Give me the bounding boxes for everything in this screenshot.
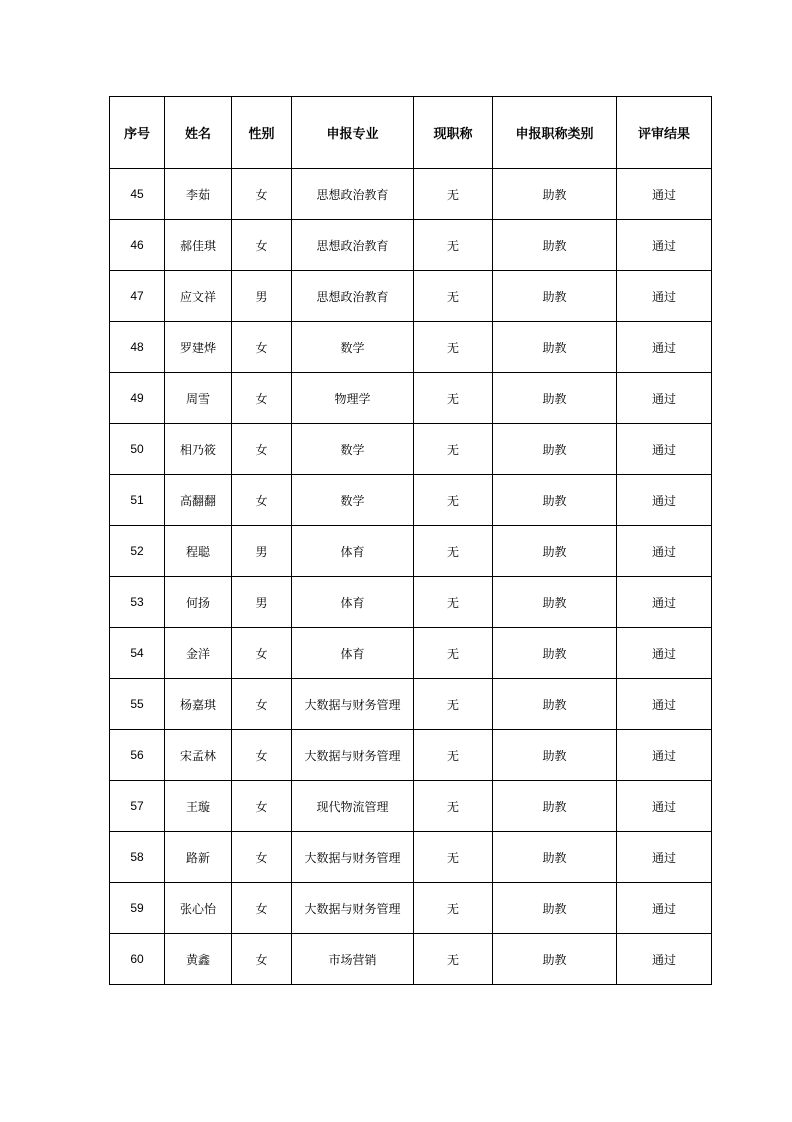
header-applied-title: 申报职称类别 <box>493 97 617 169</box>
cell-applied-title: 助教 <box>493 730 617 781</box>
cell-serial: 56 <box>110 730 165 781</box>
cell-serial: 54 <box>110 628 165 679</box>
cell-name: 程聪 <box>165 526 232 577</box>
cell-major: 大数据与财务管理 <box>292 832 414 883</box>
cell-applied-title: 助教 <box>493 577 617 628</box>
cell-name: 周雪 <box>165 373 232 424</box>
table-row <box>110 628 712 679</box>
cell-major: 数学 <box>292 424 414 475</box>
table-row <box>110 883 712 934</box>
cell-serial: 45 <box>110 169 165 220</box>
cell-name: 金洋 <box>165 628 232 679</box>
table-row <box>110 526 712 577</box>
cell-current-title: 无 <box>414 883 493 934</box>
cell-applied-title: 助教 <box>493 526 617 577</box>
table-row <box>110 271 712 322</box>
cell-serial: 55 <box>110 679 165 730</box>
cell-gender: 女 <box>232 628 292 679</box>
table-row <box>110 373 712 424</box>
cell-result: 通过 <box>617 577 712 628</box>
table-row <box>110 832 712 883</box>
cell-major: 数学 <box>292 475 414 526</box>
table-row <box>110 730 712 781</box>
cell-result: 通过 <box>617 628 712 679</box>
cell-current-title: 无 <box>414 424 493 475</box>
cell-major: 思想政治教育 <box>292 169 414 220</box>
cell-gender: 女 <box>232 934 292 985</box>
table-row <box>110 322 712 373</box>
cell-applied-title: 助教 <box>493 883 617 934</box>
cell-result: 通过 <box>617 475 712 526</box>
cell-gender: 女 <box>232 781 292 832</box>
cell-current-title: 无 <box>414 526 493 577</box>
cell-gender: 男 <box>232 526 292 577</box>
cell-gender: 女 <box>232 424 292 475</box>
cell-result: 通过 <box>617 832 712 883</box>
table-row <box>110 475 712 526</box>
cell-gender: 男 <box>232 271 292 322</box>
cell-result: 通过 <box>617 220 712 271</box>
cell-name: 何扬 <box>165 577 232 628</box>
cell-serial: 52 <box>110 526 165 577</box>
table-row <box>110 679 712 730</box>
cell-result: 通过 <box>617 169 712 220</box>
cell-applied-title: 助教 <box>493 679 617 730</box>
table-row <box>110 781 712 832</box>
cell-name: 李茹 <box>165 169 232 220</box>
cell-current-title: 无 <box>414 475 493 526</box>
table-body <box>110 169 712 985</box>
cell-serial: 49 <box>110 373 165 424</box>
cell-current-title: 无 <box>414 169 493 220</box>
cell-major: 思想政治教育 <box>292 271 414 322</box>
cell-major: 物理学 <box>292 373 414 424</box>
cell-applied-title: 助教 <box>493 373 617 424</box>
header-major: 申报专业 <box>292 97 414 169</box>
cell-applied-title: 助教 <box>493 322 617 373</box>
table-row <box>110 169 712 220</box>
cell-gender: 男 <box>232 577 292 628</box>
cell-name: 相乃筱 <box>165 424 232 475</box>
cell-major: 现代物流管理 <box>292 781 414 832</box>
cell-result: 通过 <box>617 883 712 934</box>
cell-major: 市场营销 <box>292 934 414 985</box>
cell-major: 大数据与财务管理 <box>292 679 414 730</box>
cell-applied-title: 助教 <box>493 475 617 526</box>
cell-serial: 50 <box>110 424 165 475</box>
cell-serial: 46 <box>110 220 165 271</box>
cell-name: 张心怡 <box>165 883 232 934</box>
cell-applied-title: 助教 <box>493 169 617 220</box>
cell-major: 大数据与财务管理 <box>292 883 414 934</box>
cell-name: 罗建烨 <box>165 322 232 373</box>
table-row <box>110 424 712 475</box>
cell-result: 通过 <box>617 679 712 730</box>
cell-applied-title: 助教 <box>493 424 617 475</box>
cell-serial: 57 <box>110 781 165 832</box>
cell-applied-title: 助教 <box>493 220 617 271</box>
cell-serial: 48 <box>110 322 165 373</box>
header-serial: 序号 <box>110 97 165 169</box>
cell-serial: 51 <box>110 475 165 526</box>
cell-applied-title: 助教 <box>493 934 617 985</box>
cell-current-title: 无 <box>414 220 493 271</box>
cell-major: 体育 <box>292 526 414 577</box>
cell-gender: 女 <box>232 322 292 373</box>
cell-name: 杨嘉琪 <box>165 679 232 730</box>
table-row <box>110 220 712 271</box>
cell-major: 体育 <box>292 577 414 628</box>
cell-name: 宋孟林 <box>165 730 232 781</box>
cell-current-title: 无 <box>414 322 493 373</box>
cell-serial: 47 <box>110 271 165 322</box>
cell-result: 通过 <box>617 271 712 322</box>
header-name: 姓名 <box>165 97 232 169</box>
table-row <box>110 934 712 985</box>
cell-serial: 60 <box>110 934 165 985</box>
table-row <box>110 577 712 628</box>
cell-current-title: 无 <box>414 373 493 424</box>
cell-name: 高翻翻 <box>165 475 232 526</box>
cell-gender: 女 <box>232 730 292 781</box>
cell-result: 通过 <box>617 781 712 832</box>
cell-applied-title: 助教 <box>493 781 617 832</box>
cell-gender: 女 <box>232 220 292 271</box>
cell-result: 通过 <box>617 322 712 373</box>
cell-major: 数学 <box>292 322 414 373</box>
cell-name: 王璇 <box>165 781 232 832</box>
cell-current-title: 无 <box>414 577 493 628</box>
cell-name: 应文祥 <box>165 271 232 322</box>
cell-current-title: 无 <box>414 730 493 781</box>
cell-result: 通过 <box>617 526 712 577</box>
cell-serial: 53 <box>110 577 165 628</box>
cell-major: 思想政治教育 <box>292 220 414 271</box>
cell-result: 通过 <box>617 424 712 475</box>
cell-gender: 女 <box>232 883 292 934</box>
cell-result: 通过 <box>617 934 712 985</box>
cell-gender: 女 <box>232 373 292 424</box>
header-gender: 性别 <box>232 97 292 169</box>
header-current-title: 现职称 <box>414 97 493 169</box>
cell-gender: 女 <box>232 679 292 730</box>
cell-result: 通过 <box>617 730 712 781</box>
cell-serial: 59 <box>110 883 165 934</box>
cell-serial: 58 <box>110 832 165 883</box>
cell-current-title: 无 <box>414 271 493 322</box>
cell-current-title: 无 <box>414 679 493 730</box>
cell-applied-title: 助教 <box>493 628 617 679</box>
cell-result: 通过 <box>617 373 712 424</box>
cell-major: 体育 <box>292 628 414 679</box>
cell-gender: 女 <box>232 169 292 220</box>
cell-name: 郝佳琪 <box>165 220 232 271</box>
cell-current-title: 无 <box>414 628 493 679</box>
cell-applied-title: 助教 <box>493 271 617 322</box>
cell-name: 黄鑫 <box>165 934 232 985</box>
cell-name: 路新 <box>165 832 232 883</box>
cell-current-title: 无 <box>414 934 493 985</box>
cell-gender: 女 <box>232 832 292 883</box>
cell-major: 大数据与财务管理 <box>292 730 414 781</box>
cell-applied-title: 助教 <box>493 832 617 883</box>
cell-gender: 女 <box>232 475 292 526</box>
cell-current-title: 无 <box>414 781 493 832</box>
header-result: 评审结果 <box>617 97 712 169</box>
cell-current-title: 无 <box>414 832 493 883</box>
table-header-row <box>110 97 712 169</box>
review-results-table <box>109 96 712 985</box>
